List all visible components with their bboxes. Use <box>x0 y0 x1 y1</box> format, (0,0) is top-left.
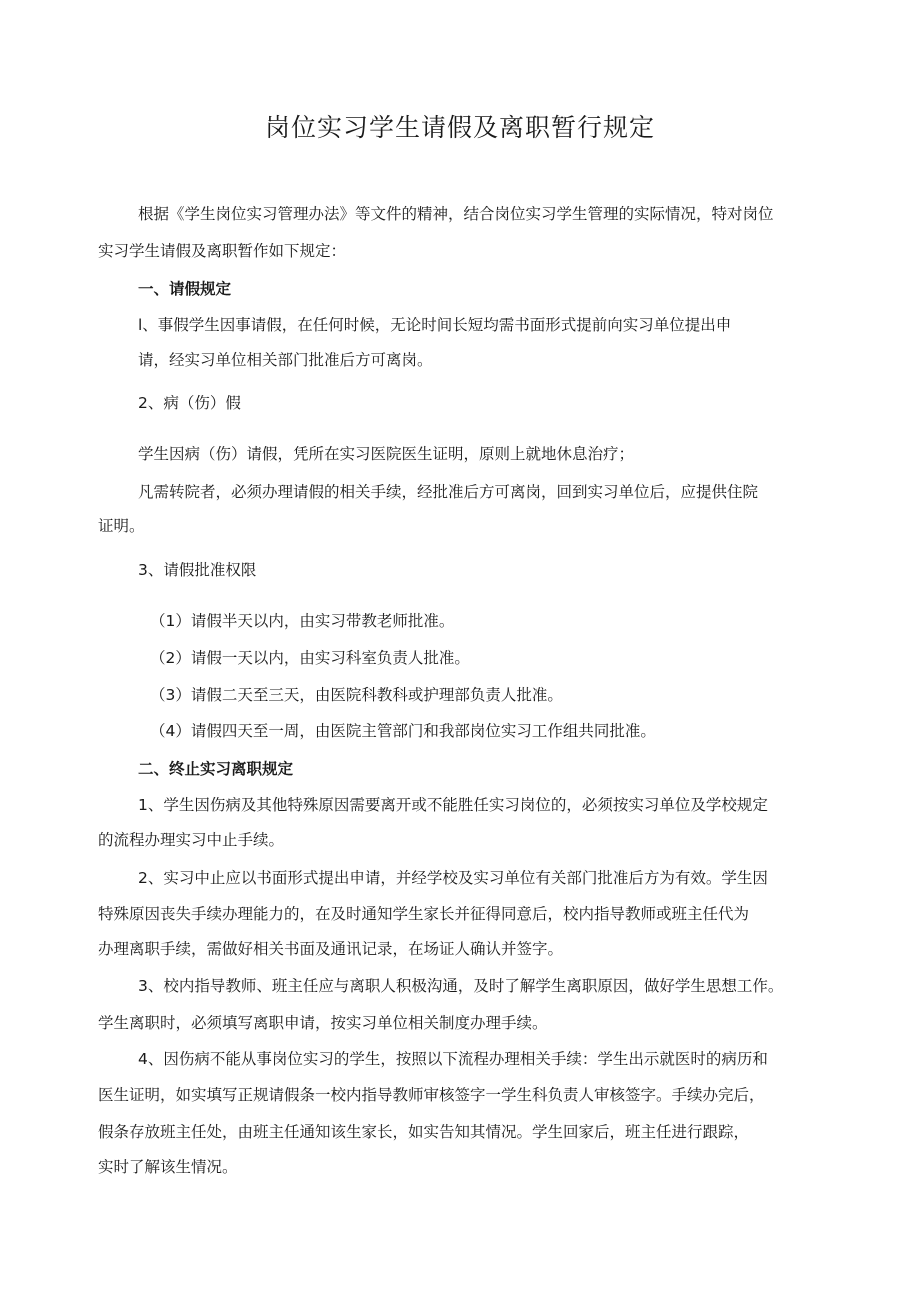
section-1-heading: 一、请假规定 <box>138 280 232 298</box>
rule-2-1-line-a: 1、学生因伤病及其他特殊原因需要离开或不能胜任实习岗位的，必须按实习单位及学校规定 <box>138 796 768 814</box>
rule-2-4-line-a: 4、因伤病不能从事岗位实习的学生，按照以下流程办理相关手续：学生出示就医时的病历和 <box>138 1050 768 1068</box>
rule-2-4-line-b: 医生证明，如实填写正规请假条一校内指导教师审核签字一学生科负责人审核签字。手续办完后， <box>98 1086 765 1104</box>
rule-1-2-heading: 2、病（伤）假 <box>138 394 241 412</box>
rule-2-2-line-c: 办理离职手续，需做好相关书面及通讯记录，在场证人确认并签字。 <box>98 940 564 958</box>
rule-2-3-line-b: 学生离职时，必须填写离职申请，按实习单位相关制度办理手续。 <box>98 1014 548 1032</box>
rule-2-2-line-a: 2、实习中止应以书面形式提出申请，并经学校及实习单位有关部门批准后方为有效。学生因 <box>138 869 768 887</box>
rule-1-3-item-1: （1）请假半天以内，由实习带教老师批准。 <box>150 612 455 630</box>
document-title: 岗位实习学生请假及离职暂行规定 <box>264 113 655 142</box>
rule-1-3-item-2: （2）请假一天以内，由实习科室负责人批准。 <box>150 649 470 667</box>
rule-2-1-line-b: 的流程办理实习中止手续。 <box>98 831 285 849</box>
rule-1-2-line-c: 证明。 <box>98 517 145 535</box>
rule-1-3-heading: 3、请假批准权限 <box>138 561 257 579</box>
section-2-heading: 二、终止实习离职规定 <box>138 760 294 778</box>
intro-line-1: 根据《学生岗位实习管理办法》等文件的精神，结合岗位实习学生管理的实际情况，特对岗位 <box>138 205 774 223</box>
rule-1-2-line-a: 学生因病（伤）请假，凭所在实习医院医生证明，原则上就地休息治疗； <box>138 445 635 463</box>
rule-2-4-line-d: 实时了解该生情况。 <box>98 1158 238 1176</box>
rule-1-3-item-4: （4）请假四天至一周，由医院主管部门和我部岗位实习工作组共同批准。 <box>150 722 656 740</box>
rule-2-3-line-a: 3、校内指导教师、班主任应与离职人积极沟通，及时了解学生离职原因，做好学生思想工作。 <box>138 977 784 995</box>
rule-1-3-item-3: （3）请假二天至三天，由医院科教科或护理部负责人批准。 <box>150 686 563 704</box>
rule-1-2-line-b: 凡需转院者，必须办理请假的相关手续，经批准后方可离岗，回到实习单位后，应提供住院 <box>138 483 759 501</box>
rule-1-1-line-a: l、事假学生因事请假，在任何时候，无论时间长短均需书面形式提前向实习单位提出申 <box>138 316 732 334</box>
rule-2-2-line-b: 特殊原因丧失手续办理能力的，在及时通知学生家长并征得同意后，校内指导教师或班主任代为 <box>98 905 750 923</box>
rule-2-4-line-c: 假条存放班主任处，由班主任通知该生家长，如实告知其情况。学生回家后，班主任进行跟踪， <box>98 1123 750 1141</box>
intro-line-2: 实习学生请假及离职暂作如下规定： <box>98 242 347 260</box>
rule-1-1-line-b: 请，经实习单位相关部门批准后方可离岗。 <box>138 351 433 369</box>
